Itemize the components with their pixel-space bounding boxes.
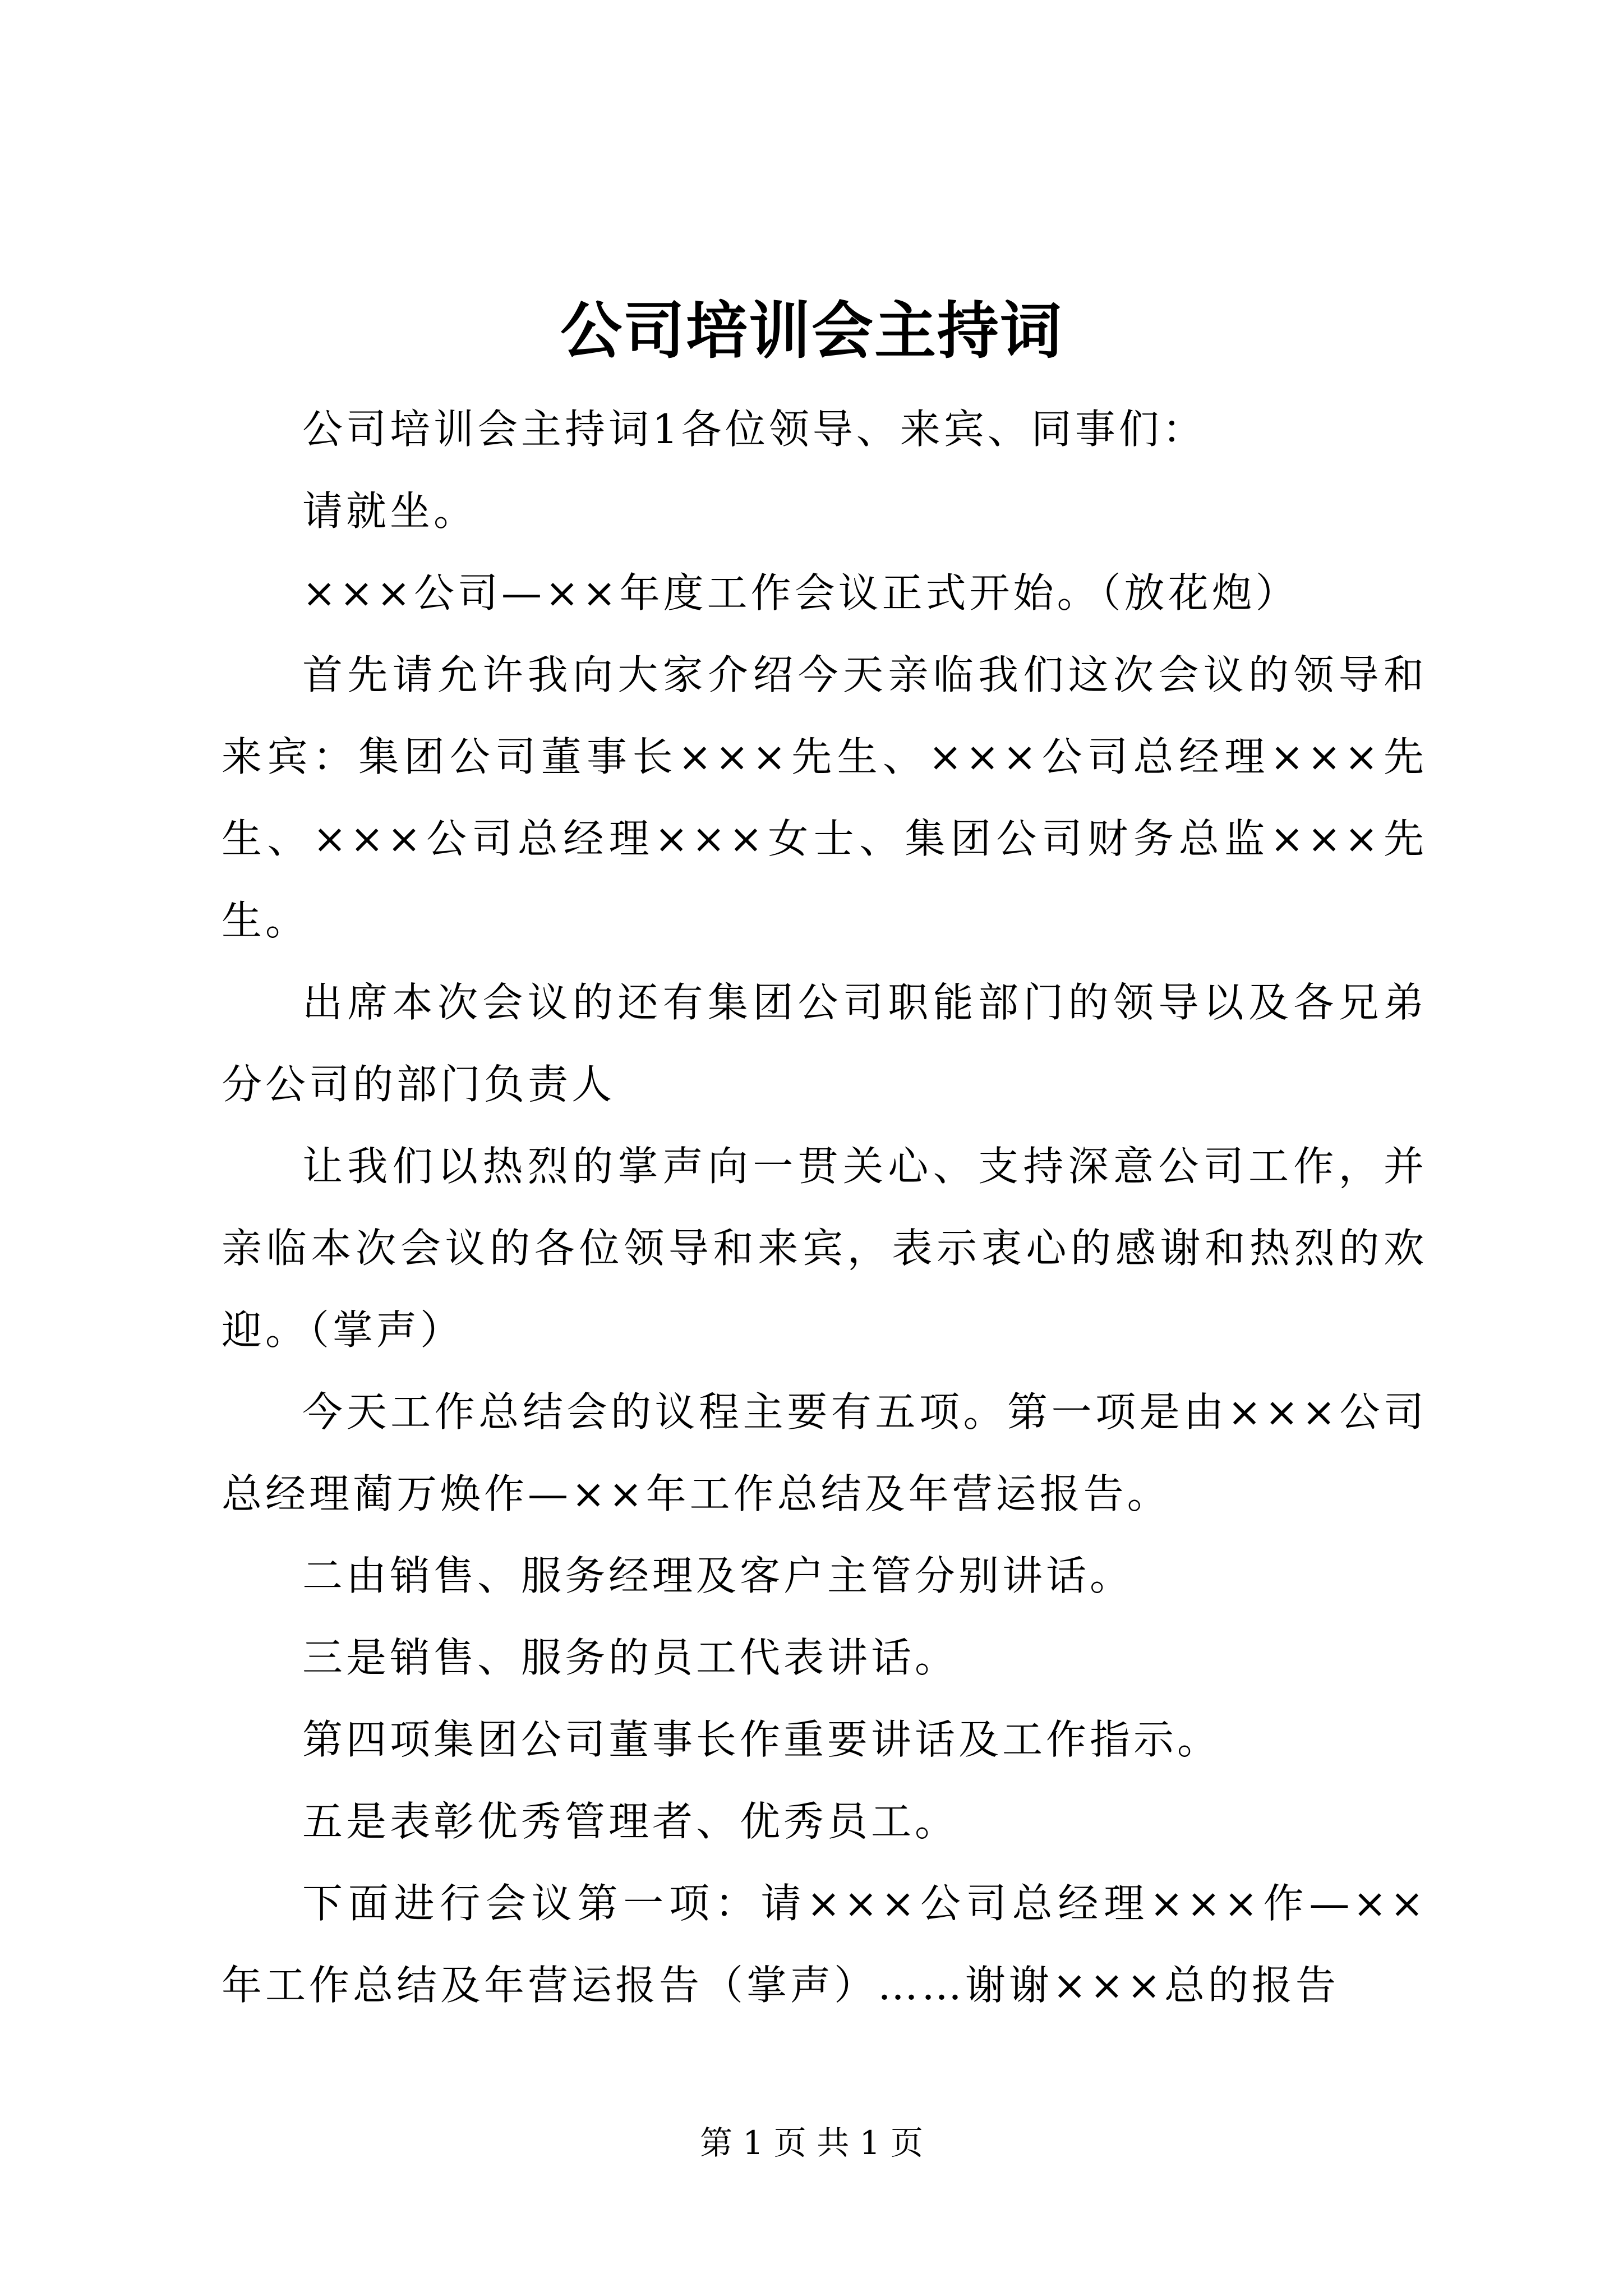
paragraph: 请就坐。 <box>302 487 478 535</box>
page-number-footer: 第 1 页 共 1 页 <box>700 2124 923 2162</box>
paragraph: 三是销售、服务的员工代表讲话。 <box>302 1634 959 1681</box>
paragraph: 公司培训会主持词1各位领导、来宾、同事们： <box>302 406 1206 453</box>
paragraph: 让我们以热烈的掌声向一贯关心、支持深意公司工作，并亲临本次会议的各位领导和来宾，表示衷心的感谢和热烈的欢迎。（掌声） <box>222 1143 1427 1354</box>
paragraph: 五是表彰优秀管理者、优秀员工。 <box>302 1798 959 1845</box>
document-body <box>222 388 1427 2026</box>
paragraph: ×××公司—××年度工作会议正式开始。（放花炮） <box>302 569 1299 616</box>
document-title: 公司培训会主持词 <box>560 295 1063 367</box>
paragraph: 第四项集团公司董事长作重要讲话及工作指示。 <box>302 1716 1221 1763</box>
paragraph: 下面进行会议第一项：请×××公司总经理×××作—××年工作总结及年营运报告（掌声）……谢谢×××总的报告 <box>222 1880 1427 2009</box>
paragraph: 今天工作总结会的议程主要有五项。第一项是由×××公司总经理蔺万焕作—××年工作总结及年营运报告。 <box>222 1388 1427 1517</box>
paragraph: 二由销售、服务经理及客户主管分别讲话。 <box>302 1552 1134 1599</box>
paragraph: 出席本次会议的还有集团公司职能部门的领导以及各兄弟分公司的部门负责人 <box>222 979 1427 1108</box>
paragraph: 首先请允许我向大家介绍今天亲临我们这次会议的领导和来宾：集团公司董事长×××先生、×××公司总经理×××先生、×××公司总经理×××女士、集团公司财务总监×××先生。 <box>222 651 1427 944</box>
